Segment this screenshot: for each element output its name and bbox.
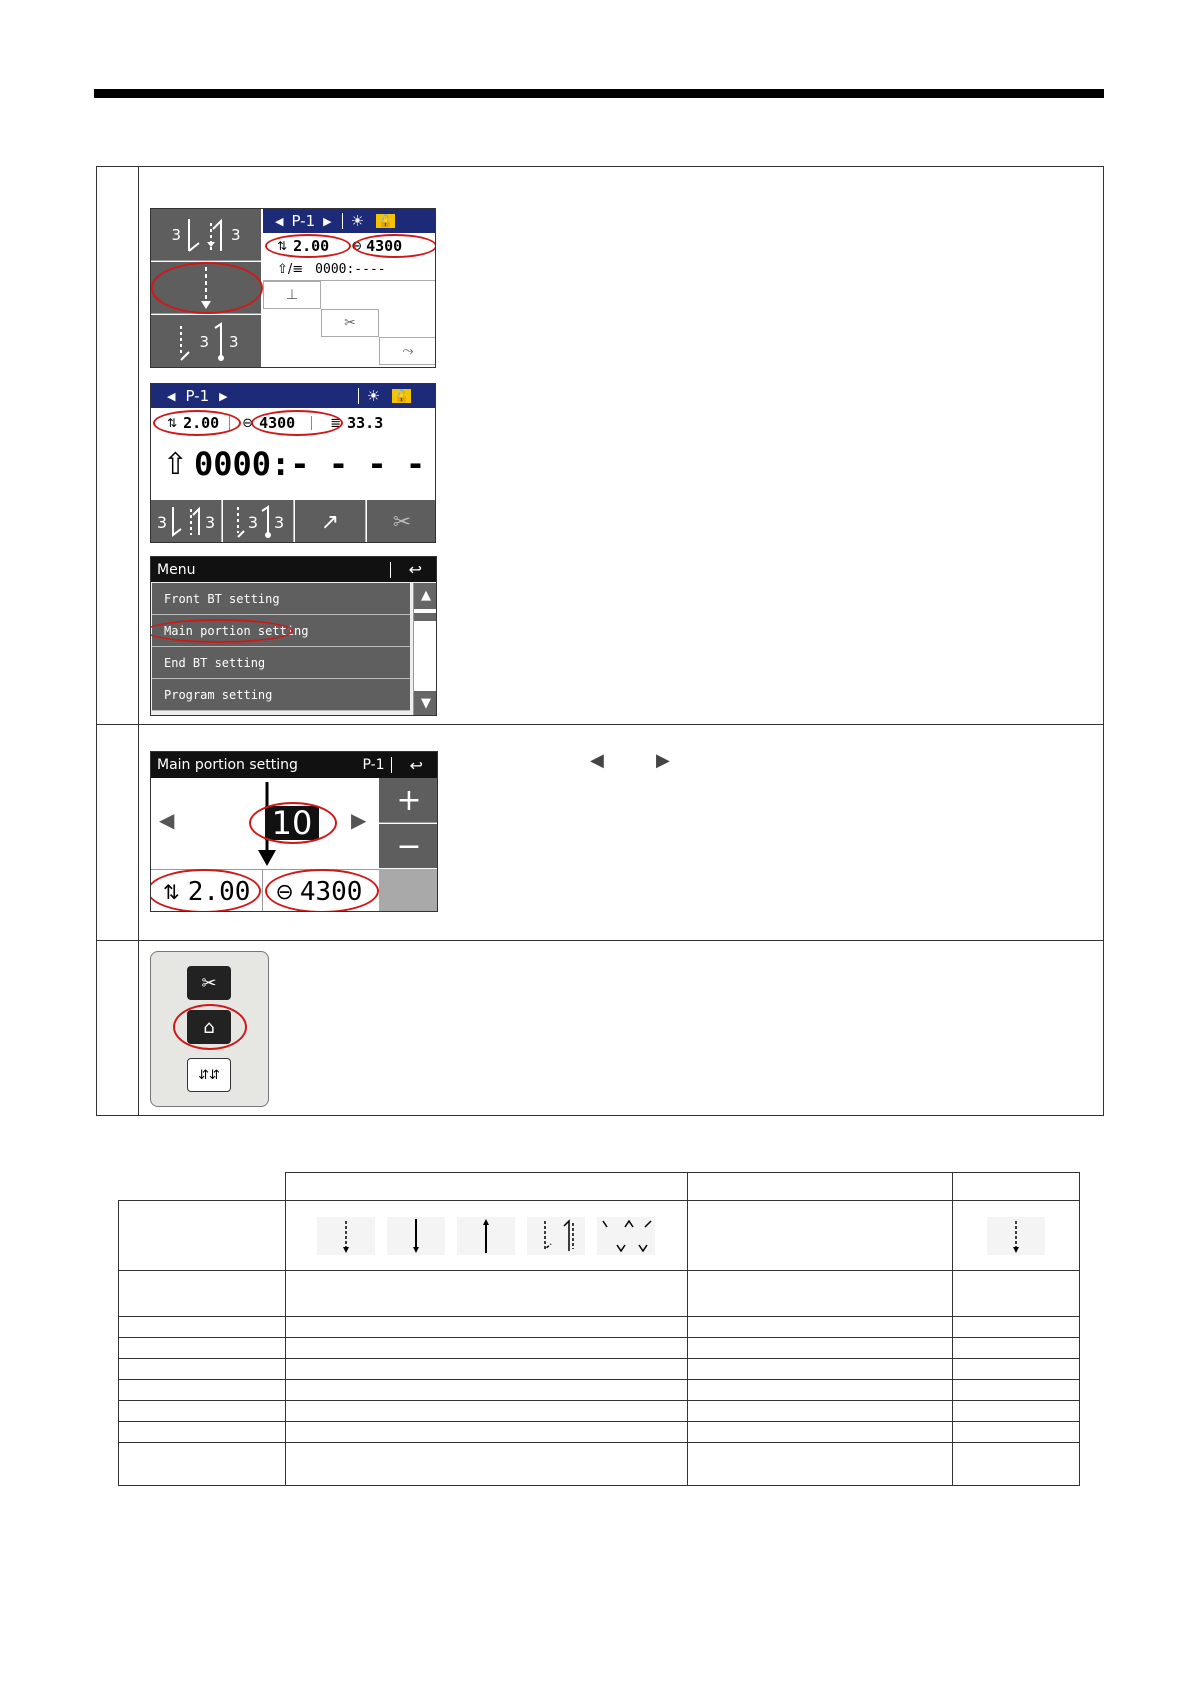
panel2-program-label: P-1 <box>185 387 210 405</box>
highlight-setting-pitch <box>150 869 261 912</box>
table-header-row <box>119 1173 1080 1201</box>
home-key-icon[interactable]: ⌂ <box>187 1010 231 1044</box>
needle-stop-icon[interactable]: ⊥ <box>263 281 321 309</box>
tools-key-icon[interactable]: ✂ <box>187 966 231 1000</box>
table-corner-cell <box>119 1173 286 1201</box>
highlight-main-portion-item <box>150 619 293 643</box>
front-bt-button[interactable] <box>151 209 261 261</box>
pitch-icon: ⇅ <box>277 239 288 253</box>
panel1-counter-value: 0000:---- <box>315 261 386 277</box>
setting-header-divider <box>391 757 392 773</box>
panel2-next-icon[interactable]: ▶ <box>219 389 228 403</box>
solid-down-arrow-icon <box>387 1217 445 1255</box>
stitch-count-value: 10 <box>271 804 313 842</box>
panel2-prev-icon[interactable]: ◀ <box>167 389 176 403</box>
arrow-key-right-icon: ▶ <box>656 750 670 771</box>
highlight-panel2-pitch <box>153 410 241 436</box>
pattern-table <box>118 1172 1080 1486</box>
panel1-pitch-value: 2.00 <box>293 237 330 255</box>
table-row <box>119 1359 1080 1380</box>
highlight-stitch-count <box>249 802 337 844</box>
highlight-panel2-speed <box>251 410 343 436</box>
end-bt-num-a: 3 <box>199 333 209 351</box>
scroll-thumb[interactable] <box>414 613 437 621</box>
menu-scrollbar[interactable] <box>413 583 437 716</box>
plus-button[interactable] <box>379 778 438 823</box>
speed-icon: ⊖ <box>351 238 363 254</box>
panel2-lock-icon[interactable]: 🔓 <box>394 389 410 403</box>
scroll-down-icon[interactable]: ▼ <box>414 691 437 716</box>
plus-label: + <box>396 782 422 818</box>
menu-list <box>152 583 410 711</box>
setting-blank-cell <box>379 869 438 912</box>
panel2-speed-value: 4300 <box>259 414 296 432</box>
end-bt-num-b: 3 <box>229 333 239 351</box>
side-key-panel <box>150 951 269 1107</box>
top-rule <box>94 89 1104 98</box>
main-portion-setting-panel <box>150 751 438 912</box>
menu-header <box>151 557 437 582</box>
table-row <box>119 1338 1080 1359</box>
menu-item-program[interactable]: Program setting <box>152 679 410 711</box>
highlight-main-portion <box>151 262 263 314</box>
setting-title: Main portion setting <box>157 757 298 773</box>
end-bt-icon-a <box>173 320 199 364</box>
table-header-cell <box>952 1173 1079 1201</box>
panel2-bobbin-value: 33.3 <box>347 414 384 432</box>
solid-up-arrow-icon <box>457 1217 515 1255</box>
panel2-reverse-button[interactable] <box>295 500 366 543</box>
panel2-end-bt-icon-a <box>232 503 248 541</box>
table-header-cell <box>687 1173 952 1201</box>
setting-values-divider <box>262 870 263 912</box>
panel2-header-divider <box>358 388 359 404</box>
minus-label: − <box>396 828 422 864</box>
highlight-panel1-speed <box>353 234 436 258</box>
step-divider-2 <box>96 940 1104 941</box>
arrow-key-left-icon: ◀ <box>590 750 604 771</box>
panel2-front-bt-button[interactable] <box>151 500 222 543</box>
shirt-counter-icon: ⇧/≡ <box>277 261 304 277</box>
setting-back-icon[interactable]: ↩ <box>409 755 423 775</box>
menu-header-divider <box>390 562 391 578</box>
menu-item-front-bt[interactable]: Front BT setting <box>152 583 410 615</box>
panel2-end-bt-button[interactable] <box>223 500 294 543</box>
menu-item-main-portion[interactable]: Main portion setting <box>152 615 410 647</box>
table-row <box>119 1380 1080 1401</box>
panel1-speed-value: 4300 <box>366 237 403 255</box>
shirt-icon: ⇧ <box>162 446 188 482</box>
dashed-down-arrow-icon <box>317 1217 375 1255</box>
reverse-curve-3-icon: ↗ <box>320 509 340 535</box>
next-program-icon[interactable]: ▶ <box>323 214 332 228</box>
zigzag-pattern-icon <box>597 1217 655 1255</box>
table-symbol-row <box>119 1201 1080 1271</box>
table-cell <box>687 1201 952 1271</box>
step-column-divider <box>138 166 139 1116</box>
wiper-icon[interactable]: ⤳ <box>379 337 436 365</box>
menu-item-end-bt[interactable]: End BT setting <box>152 647 410 679</box>
light-icon[interactable]: ☀ <box>350 212 365 230</box>
panel2-trim-button[interactable] <box>367 500 436 543</box>
panel2-front-bt-icon <box>167 503 205 541</box>
panel2-end-bt-num-b: 3 <box>274 512 285 532</box>
panel1-header <box>263 209 436 233</box>
thread-trim-icon[interactable]: ✂ <box>321 309 379 337</box>
table-row <box>119 1317 1080 1338</box>
highlight-panel1-pitch <box>265 234 351 258</box>
front-bt-num-b: 3 <box>231 225 241 244</box>
scissors-icon: ✂ <box>392 509 412 535</box>
panel1-program-label: P-1 <box>291 212 316 230</box>
panel2-front-bt-num-a: 3 <box>156 512 167 532</box>
highlight-setting-speed <box>265 869 379 912</box>
panel2-counter-value: 0000:- - - - <box>193 445 426 483</box>
minus-button[interactable] <box>379 824 438 868</box>
panel2-header <box>151 384 436 408</box>
setting-speed-value: 4300 <box>299 877 363 907</box>
table-row <box>119 1443 1080 1486</box>
panel2-light-icon[interactable]: ☀ <box>366 387 381 405</box>
table-row <box>119 1271 1080 1317</box>
table-cell <box>119 1201 286 1271</box>
menu-panel <box>150 556 437 716</box>
table-row <box>119 1422 1080 1443</box>
home-screen-panel <box>150 208 436 368</box>
bobbin-icon: ≣ <box>330 415 342 431</box>
highlight-home-key <box>173 1004 247 1050</box>
menu-title: Menu <box>157 561 196 578</box>
sewing-screen-panel <box>150 383 436 543</box>
panel2-end-bt-num-a: 3 <box>247 512 258 532</box>
panel2-counter-row <box>151 436 436 492</box>
header-divider <box>342 213 343 229</box>
setting-next-arrow-icon[interactable]: ▶ <box>351 808 367 832</box>
scroll-up-icon[interactable]: ▲ <box>414 583 437 609</box>
back-icon[interactable]: ↩ <box>408 560 422 579</box>
panel2-pitch-value: 2.00 <box>183 414 220 432</box>
default-dashed-arrow-icon <box>987 1217 1045 1255</box>
setting-pitch-icon: ⇅ <box>163 880 180 904</box>
stitch-key-icon[interactable]: ⇵⇵ <box>187 1058 231 1092</box>
panel1-counter-row <box>263 258 436 281</box>
front-bt-num-a: 3 <box>171 225 181 244</box>
setting-pitch-value: 2.00 <box>187 877 251 907</box>
end-bt-icon-b <box>209 320 229 364</box>
setting-program: P-1 <box>362 757 385 773</box>
panel2-front-bt-num-b: 3 <box>205 512 216 532</box>
setting-prev-arrow-icon[interactable]: ◀ <box>159 808 175 832</box>
bt-pattern-icon <box>527 1217 585 1255</box>
lock-icon[interactable]: 🔓 <box>378 214 394 228</box>
default-symbol-cell <box>952 1201 1079 1271</box>
setting-speed-icon: ⊖ <box>275 879 294 905</box>
end-bt-button[interactable] <box>151 315 261 368</box>
setting-header <box>151 752 438 778</box>
panel2-end-bt-icon-b <box>258 503 274 541</box>
panel2-pitch-icon: ⇅ <box>167 416 178 430</box>
front-bt-icon <box>181 213 231 257</box>
prev-program-icon[interactable]: ◀ <box>275 214 284 228</box>
table-row <box>119 1401 1080 1422</box>
stitch-symbols-cell <box>285 1201 687 1271</box>
step-divider-1 <box>96 724 1104 725</box>
panel2-speed-icon: ⊖ <box>242 415 254 431</box>
table-header-cell <box>285 1173 687 1201</box>
